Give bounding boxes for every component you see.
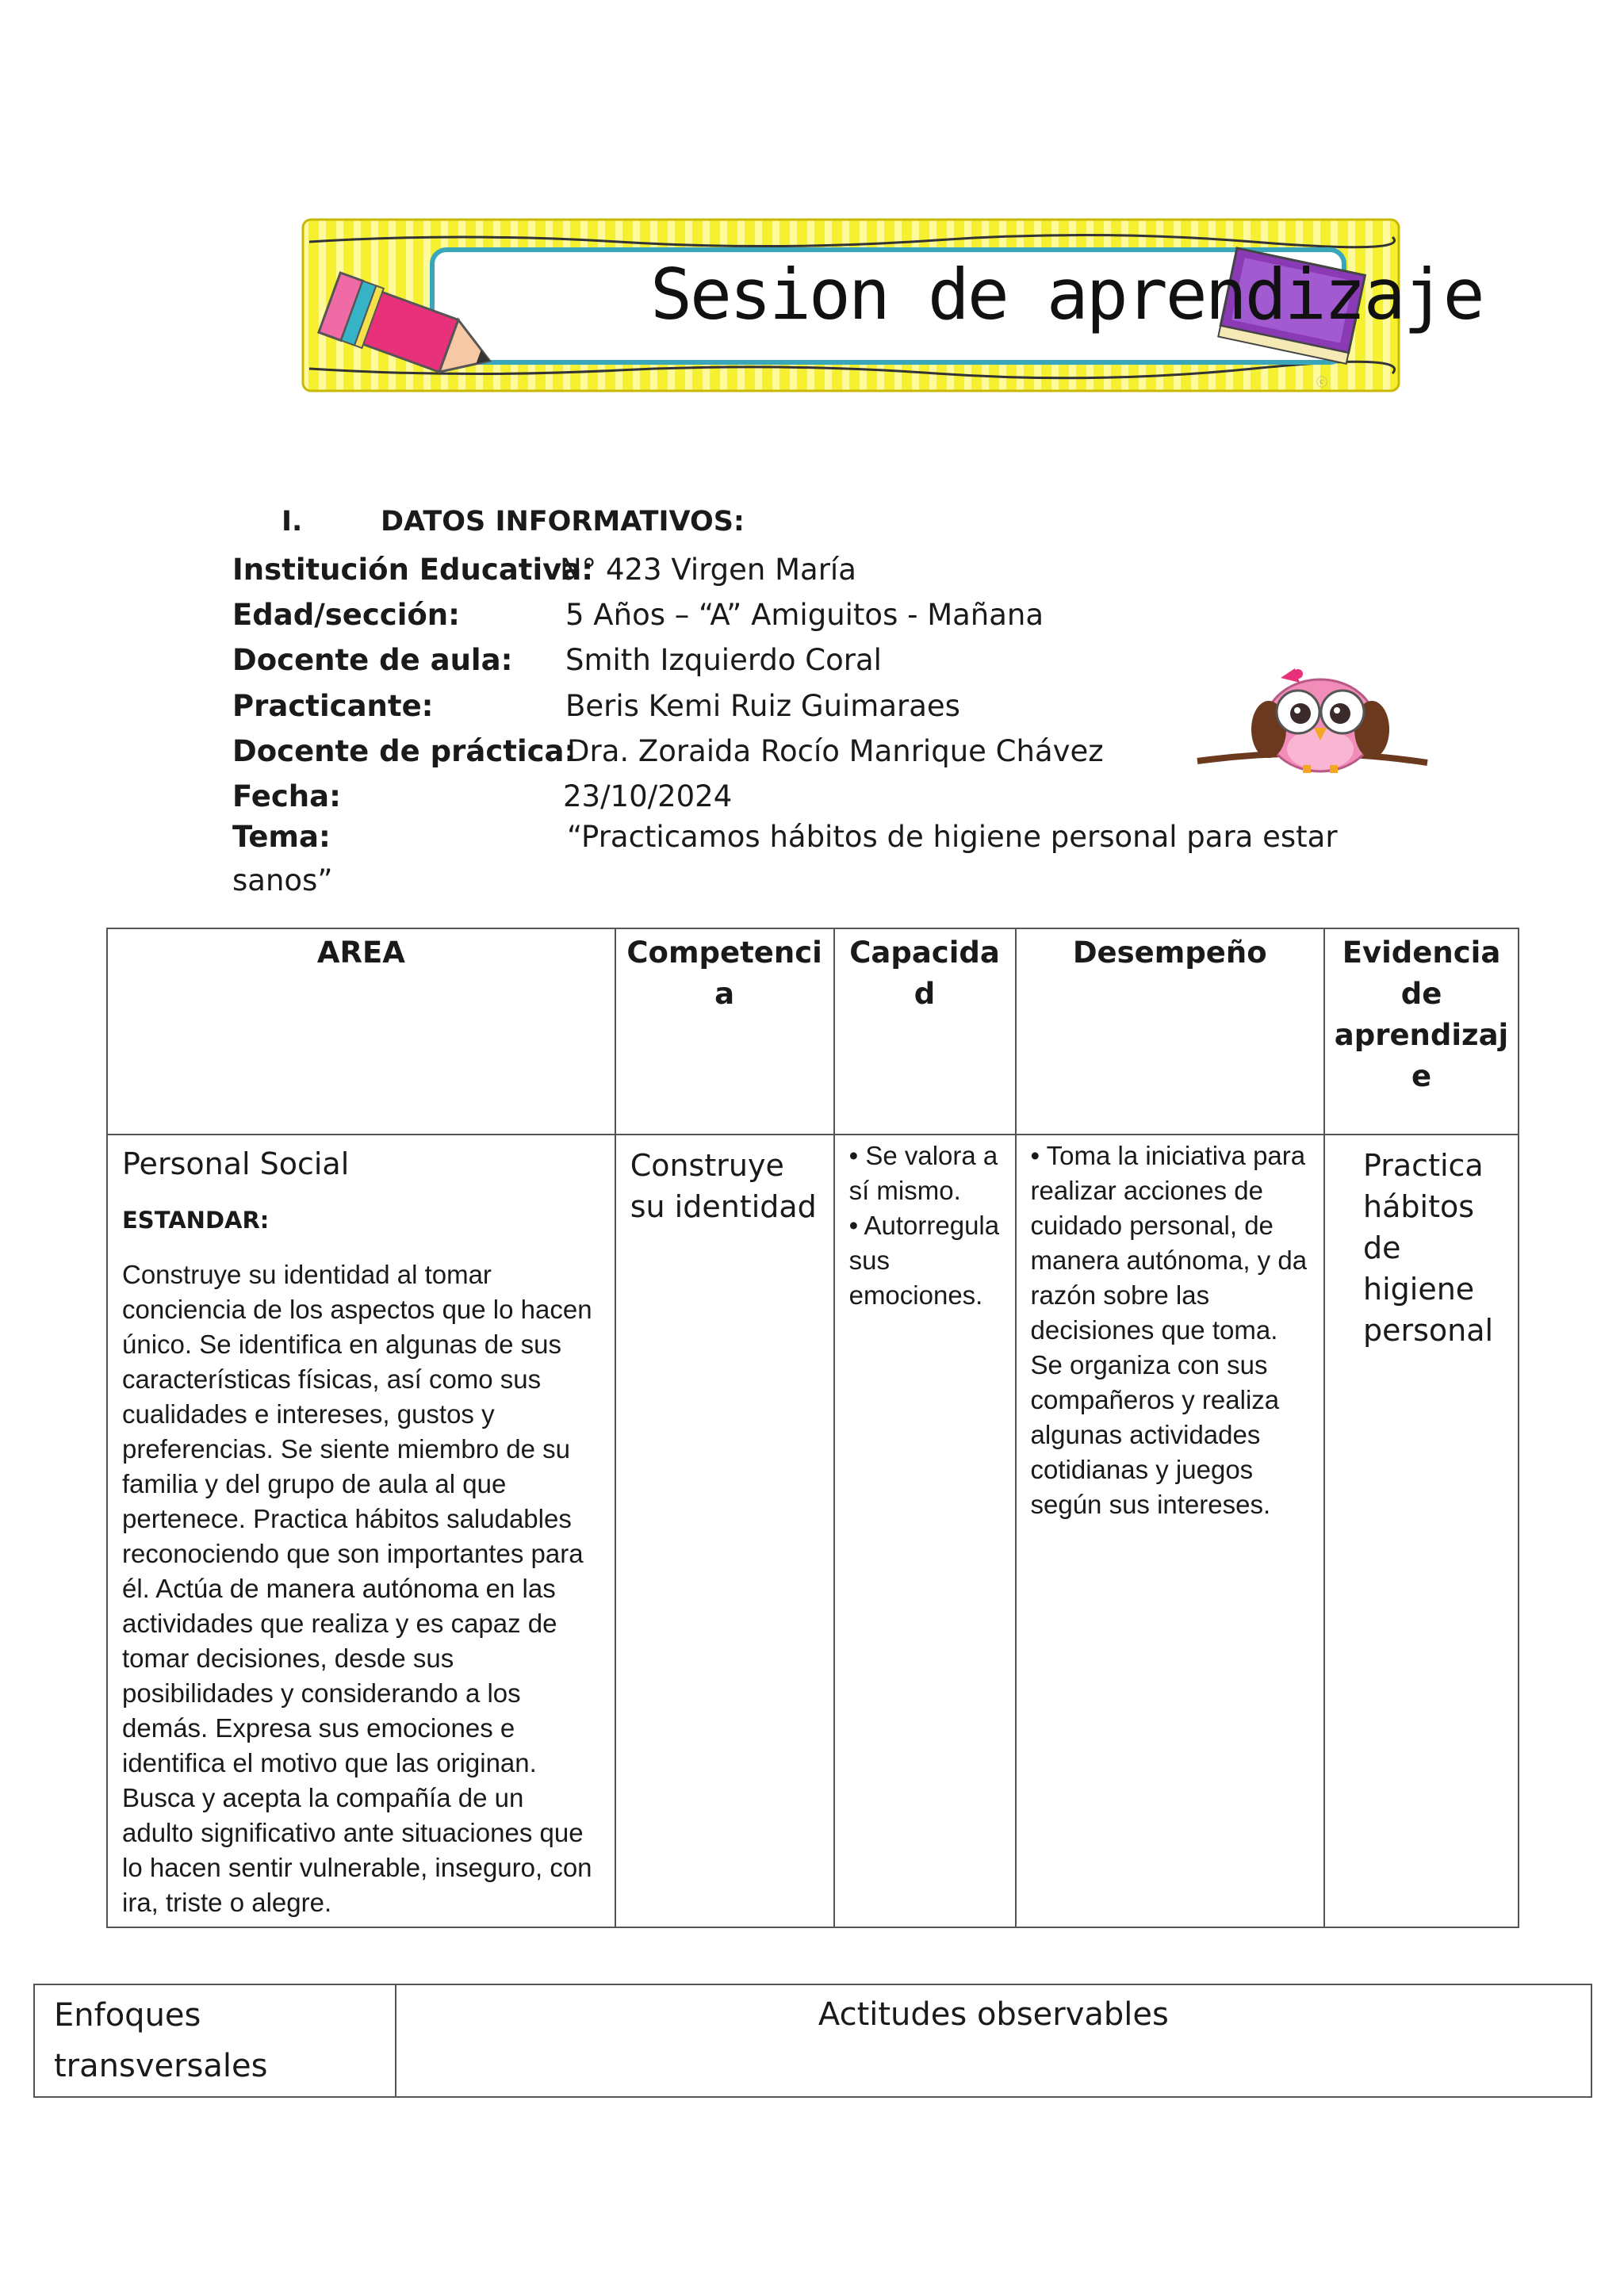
header-capacidad [834, 928, 1016, 1135]
header-desempeno [1016, 928, 1325, 1135]
info-label: Docente de práctica: [232, 734, 576, 768]
cell-competencia [615, 1135, 834, 1927]
table-row [34, 1984, 1591, 2097]
cell-actitudes [396, 1984, 1591, 2097]
header-capacidad-line2: d [914, 977, 936, 1011]
header-evidencia [1324, 928, 1519, 1135]
session-banner [301, 218, 1483, 392]
header-area [107, 928, 615, 1135]
info-value: Dra. Zoraida Rocío Manrique Chávez [567, 734, 1104, 768]
info-value: “Practicamos hábitos de higiene personal para estar [567, 820, 1338, 854]
cell-capacidad [834, 1135, 1016, 1927]
capacidad-item: • Se valora a sí mismo. [848, 1141, 998, 1205]
section-title: DATOS INFORMATIVOS: [381, 506, 745, 538]
estandar-text: Construye su identidad al tomar conciencia de los aspectos que lo hacen único. Se identifica en algunas de sus características físicas, así como sus cualidades e intereses, gustos y preferencias. Se siente miembro de su familia y del grupo de aula al que pertenece. Practica hábitos saludables reconociendo que son importantes para él. Actúa de manera autónoma en las actividades que realiza y es capaz de tomar decisiones, desde sus posibilidades y considerando a los demás. Expresa sus emociones e identifica el motivo que las originan. Busca y acepta la compañía de un adulto significativo ante situaciones que lo hacen sentir vulnerable, inseguro, con ira, triste o alegre. [122, 1260, 592, 1917]
info-value-cont: sanos” [232, 863, 333, 897]
enfoques-label: Enfoques transversales [54, 1997, 268, 2084]
info-label: Tema: [232, 820, 331, 854]
info-value: Beris Kemi Ruiz Guimaraes [565, 689, 960, 723]
evidencia-text: Practica hábitos de higiene personal [1363, 1148, 1494, 1348]
section-number: I. [282, 506, 303, 538]
table-row [107, 1135, 1519, 1927]
desempeno-text: • Toma la iniciativa para realizar acciones de cuidado personal, de manera autónoma, y da razón sobre las decisiones que toma. Se organiza con sus compañeros y realiza algunas actividades cotidianas y juegos según sus intereses. [1030, 1141, 1308, 1519]
table-header-row [107, 928, 1519, 1135]
owl-icon [1251, 668, 1389, 773]
svg-text:ⓒ: ⓒ [1316, 377, 1327, 389]
cell-desempeno [1016, 1135, 1325, 1927]
competencia-text: Construye su identidad [630, 1148, 817, 1224]
actitudes-label: Actitudes observables [818, 1996, 1169, 2033]
header-competencia-line1: Competenci [626, 936, 822, 970]
owl-illustration [1193, 650, 1431, 785]
banner-title: Sesion de aprendizaje [650, 254, 1483, 335]
info-label: Practicante: [232, 689, 434, 723]
capacidad-item: • Autorregula sus emociones. [848, 1211, 1000, 1310]
info-label: Institución Educativa: [232, 553, 594, 587]
header-area-label: AREA [316, 936, 405, 970]
cell-enfoques [34, 1984, 396, 2097]
info-value: 5 Años – “A” Amiguitos - Mañana [565, 598, 1044, 632]
header-capacidad-line1: Capacida [849, 936, 1000, 970]
info-value: 23/10/2024 [563, 779, 733, 813]
enfoques-table [33, 1984, 1592, 2098]
header-evidencia-line1: Evidencia [1342, 936, 1501, 970]
header-evidencia-line2: de [1400, 977, 1442, 1011]
header-evidencia-line3: aprendizaj [1334, 1018, 1509, 1052]
header-evidencia-line4: e [1411, 1059, 1432, 1093]
info-label: Fecha: [232, 779, 341, 813]
info-value: Smith Izquierdo Coral [565, 643, 882, 677]
info-label: Edad/sección: [232, 598, 460, 632]
session-table [106, 928, 1519, 1928]
info-label: Docente de aula: [232, 643, 513, 677]
cell-evidencia [1324, 1135, 1519, 1927]
header-desempeno-label: Desempeño [1072, 936, 1267, 970]
header-competencia-line2: a [714, 977, 735, 1011]
section-heading [282, 506, 745, 538]
area-title: Personal Social [122, 1146, 350, 1181]
estandar-label: ESTANDAR: [122, 1207, 270, 1234]
header-competencia [615, 928, 834, 1135]
cell-area [107, 1135, 615, 1927]
info-value: N° 423 Virgen María [560, 553, 856, 587]
